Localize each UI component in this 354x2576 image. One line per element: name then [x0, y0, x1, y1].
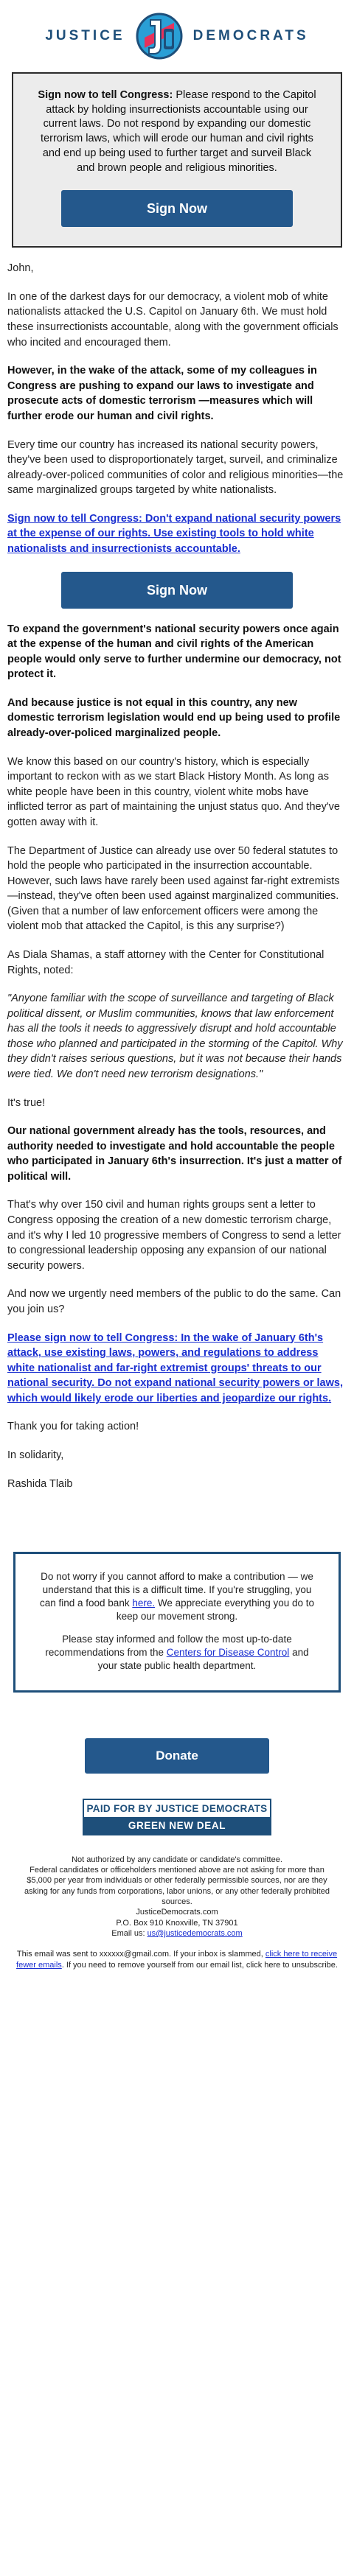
- thanks-line: Thank you for taking action!: [7, 1421, 139, 1433]
- sign-link-2[interactable]: Please sign now to tell Congress: In the wake of January 6th's attack, use existing laws, powers, and regulations to address white nationalist and far-right extremist groups' threats to our national security. Do not expand national security powers or laws, which would likely erode our liberties and jeopardize our rights.: [7, 1331, 343, 1404]
- legal-footer: [0, 1855, 354, 1970]
- paragraph-10: Our national government already has the tools, resources, and authority needed to investigate and hold accountable the people who participated in January 6th's insurrection. It's just a matter of political will.: [7, 1125, 342, 1183]
- closing-line: In solidarity,: [7, 1449, 64, 1461]
- signature: Rashida Tlaib: [7, 1477, 73, 1490]
- notice-text-2a: Please stay informed and follow the most up-to-date recommendations from the: [45, 1634, 292, 1659]
- unsubscribe-block: [16, 1949, 338, 1970]
- email-label: Email us:: [111, 1928, 148, 1938]
- legal-line-4: P.O. Box 910 Knoxville, TN 37901: [116, 1918, 238, 1928]
- paragraph-5: And because justice is not equal in this country, any new domestic terrorism legislation would end up being used to profile already-over-policed marginalized people.: [7, 696, 341, 740]
- sign-now-button-middle[interactable]: Sign Now: [61, 572, 293, 609]
- food-bank-link[interactable]: here.: [132, 1597, 156, 1609]
- logo-text-right: DEMOCRATS: [192, 28, 309, 44]
- callout-lead: Sign now to tell Congress:: [38, 89, 173, 101]
- sign-callout-box: [12, 72, 342, 248]
- greeting: John,: [7, 262, 34, 275]
- header-logo[interactable]: [0, 0, 354, 68]
- legal-line-1: Not authorized by any candidate or candidate's committee.: [72, 1855, 282, 1864]
- contribution-notice-box: [13, 1552, 341, 1693]
- paragraph-6: We know this based on our country's history, which is especially important to reckon with as we start Black History Month. As long as white people have been in this country, violent white mobs have inflicted terror as part of maintaining the unjust status quo. And they've gotten away with it.: [7, 755, 340, 828]
- contact-email-link[interactable]: us@justicedemocrats.com: [147, 1928, 243, 1938]
- donate-button[interactable]: Donate: [85, 1738, 269, 1774]
- email-body: [0, 261, 354, 1491]
- notice-text-1b: We appreciate everything you do to keep our movement strong.: [116, 1597, 314, 1622]
- quote-block: "Anyone familiar with the scope of surveillance and targeting of Black political dissent, or Muslim communities, knows that law enforcement has all the tools it needs to aggressively disrupt and hold accountable those who planned and participated in the storming of the Capitol. Why they didn't raises serious questions, but it was not because their hands were tied. We don't need new terrorism designations.": [7, 993, 343, 1081]
- paid-for-top: PAID FOR BY JUSTICE DEMOCRATS: [84, 1800, 270, 1817]
- paid-for-bottom: GREEN NEW DEAL: [84, 1817, 270, 1834]
- paragraph-11: That's why over 150 civil and human rights groups sent a letter to Congress opposing the creation of a new domestic terrorism charge, and it's why I led 10 progressive members of Congress to send a letter to congressional leadership opposing any expansion of our national security powers.: [7, 1199, 341, 1272]
- footer-text-2: . If you need to remove yourself from our email list, click here to unsubscribe.: [61, 1960, 338, 1970]
- cdc-link[interactable]: Centers for Disease Control: [166, 1647, 290, 1659]
- legal-line-2: Federal candidates or officeholders mentioned above are not asking for more than $5,000 per year from individuals or other federally permissible sources, nor are they asking for any funds from corporations, labor unions, or any other federally prohibited sources.: [24, 1866, 330, 1907]
- paragraph-1: In one of the darkest days for our democracy, a violent mob of white nationalists attacked the U.S. Capitol on January 6th. We must hold these insurrectionists accountable, along with the government officials who incited and encouraged them.: [7, 290, 339, 349]
- legal-block: [16, 1855, 338, 1939]
- notice-paragraph-1: [35, 1570, 319, 1623]
- fewer-emails-link[interactable]: click here to receive fewer emails: [16, 1950, 338, 1970]
- paragraph-3: Every time our country has increased its national security powers, they've been used to disproportionately target, surveil, and criminalize already-over-policed communities of color and religious minorities—the same marginalized groups targeted by white nationalists.: [7, 438, 344, 497]
- paragraph-9: It's true!: [7, 1096, 46, 1109]
- footer-text-1: This email was sent to xxxxxx@gmail.com. If your inbox is slammed,: [16, 1950, 266, 1959]
- logo-text-left: JUSTICE: [45, 28, 125, 44]
- paragraph-12: And now we urgently need members of the public to do the same. Can you join us?: [7, 1288, 341, 1315]
- callout-body: Please respond to the Capitol attack by holding insurrectionists accountable using our current laws. Do not respond by expanding our domestic terrorism laws, which will erode our human and civil rights and end up being used to further target and surveil Black and brown people and religious minorities.: [41, 89, 316, 174]
- notice-text-1a: Do not worry if you cannot afford to make a contribution — we understand that this is a difficult time. If you're struggling, you can find a food bank: [39, 1571, 313, 1609]
- paragraph-7: The Department of Justice can already use over 50 federal statutes to hold the people who participated in the insurrection accountable. However, such laws have rarely been used against far-right extremists—instead, they've often been used against marginalized communities. (Given that a number of law enforcement officers were among the violent mob that attacked the Capitol, is this any surprise?): [7, 844, 340, 933]
- notice-text-2b: and your state public health department.: [97, 1647, 309, 1672]
- notice-paragraph-2: [35, 1633, 319, 1672]
- legal-line-3: JusticeDemocrats.com: [136, 1908, 218, 1917]
- sign-link-1[interactable]: Sign now to tell Congress: Don't expand national security powers at the expense of our rights. Use existing tools to hold white nationalists and insurrectionists accountable.: [7, 512, 341, 555]
- sign-now-button-top[interactable]: Sign Now: [61, 190, 293, 227]
- justice-democrats-logo-icon: [136, 13, 183, 60]
- paragraph-8: As Diala Shamas, a staff attorney with the Center for Constitutional Rights, noted:: [7, 948, 324, 976]
- callout-text: [34, 88, 320, 175]
- paragraph-2: However, in the wake of the attack, some of my colleagues in Congress are pushing to expand our laws to investigate and prosecute acts of domestic terrorism —measures which will further erode our human and civil rights.: [7, 365, 317, 422]
- paid-for-badge: [83, 1799, 271, 1835]
- paragraph-4: To expand the government's national security powers once again at the expense of the human and civil rights of the American people would only serve to further undermine our democracy, not protect it.: [7, 623, 341, 681]
